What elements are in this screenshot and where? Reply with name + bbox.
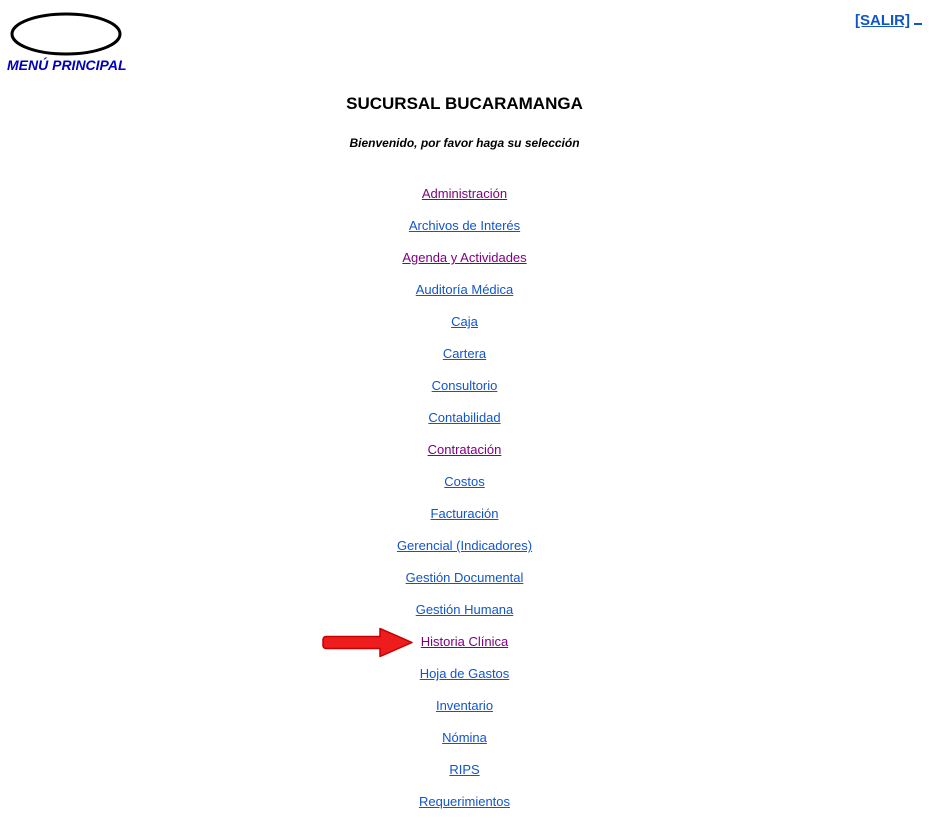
menu-item-archivos-de-interes[interactable]: Archivos de Interés <box>408 218 521 233</box>
menu-row <box>0 434 929 466</box>
welcome-subtitle: Bienvenido, por favor haga su selección <box>349 136 580 150</box>
menu-item-auditoria-medica[interactable]: Auditoría Médica <box>415 282 514 297</box>
menu-row <box>0 626 929 658</box>
menu-item-agenda-y-actividades[interactable]: Agenda y Actividades <box>402 250 527 265</box>
menu-item-gestion-documental[interactable]: Gestión Documental <box>405 570 524 585</box>
menu-row <box>0 722 929 754</box>
page-title: SUCURSAL BUCARAMANGA <box>346 94 583 113</box>
menu-row <box>0 210 929 242</box>
red-arrow-icon <box>322 627 415 658</box>
menu-item-facturacion[interactable]: Facturación <box>430 506 499 521</box>
menu-row <box>0 754 929 786</box>
menu-row <box>0 306 929 338</box>
menu-item-gerencial-indicadores[interactable]: Gerencial (Indicadores) <box>396 538 533 553</box>
menu-item-hoja-de-gastos[interactable]: Hoja de Gastos <box>419 666 510 681</box>
menu-row <box>0 370 929 402</box>
menu-item-consultorio[interactable]: Consultorio <box>431 378 498 393</box>
menu-principal-label: MENÚ PRINCIPAL <box>7 57 127 73</box>
menu-row <box>0 402 929 434</box>
menu-row <box>0 466 929 498</box>
menu-item-historia-clinica[interactable]: Historia Clínica <box>420 634 509 649</box>
menu-row <box>0 594 929 626</box>
exit-trailing-underscore <box>914 23 922 25</box>
menu-row <box>0 530 929 562</box>
menu-item-requerimientos[interactable]: Requerimientos <box>418 794 511 809</box>
menu-row <box>0 274 929 306</box>
menu-item-contabilidad[interactable]: Contabilidad <box>428 410 501 425</box>
menu-item-caja[interactable]: Caja <box>451 314 478 329</box>
menu-row <box>0 562 929 594</box>
menu-item-costos[interactable]: Costos <box>444 474 485 489</box>
menu-row <box>0 338 929 370</box>
logo-ellipse-icon <box>9 12 123 57</box>
menu-row <box>0 690 929 722</box>
menu-item-cartera[interactable]: Cartera <box>442 346 487 361</box>
exit-area <box>855 12 922 30</box>
menu-row <box>0 498 929 530</box>
menu-item-nomina[interactable]: Nómina <box>442 730 487 745</box>
menu-row <box>0 786 929 818</box>
menu-row <box>0 178 929 210</box>
main-menu <box>0 178 929 818</box>
menu-row <box>0 242 929 274</box>
menu-item-inventario[interactable]: Inventario <box>435 698 494 713</box>
menu-item-gestion-humana[interactable]: Gestión Humana <box>415 602 514 617</box>
menu-row <box>0 658 929 690</box>
menu-item-administracion[interactable]: Administración <box>421 186 508 201</box>
exit-link[interactable]: [SALIR] <box>855 12 910 29</box>
menu-item-rips[interactable]: RIPS <box>449 762 480 777</box>
menu-item-contratacion[interactable]: Contratación <box>427 442 502 457</box>
